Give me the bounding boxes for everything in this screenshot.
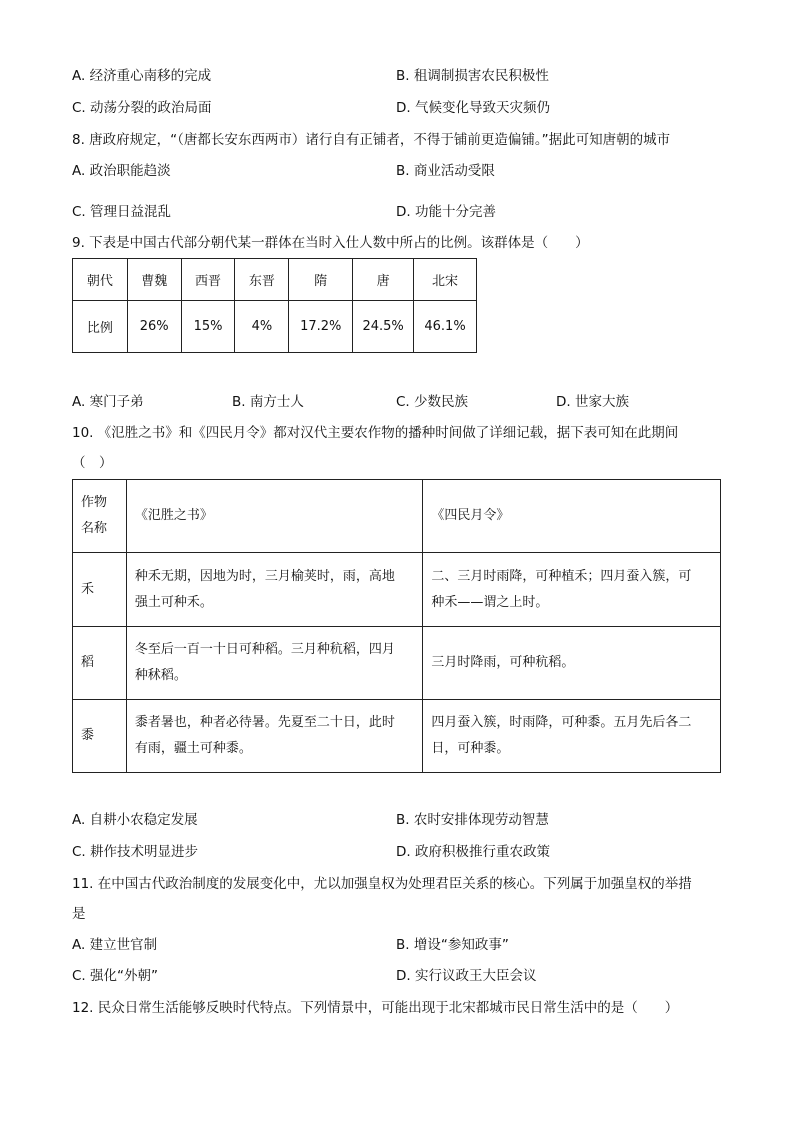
- q10-simin-cell: [423, 627, 721, 700]
- q8-stem: 8. 唐政府规定，“（唐都长安东西两市）诸行自有正铺者，不得于铺前更造偏铺。”据此可知唐朝的城市: [72, 132, 671, 148]
- q10-table-row: [73, 627, 721, 700]
- q10-cell-line: 冬至后一百一十日可种稻。三月种秔稻，四月: [134, 642, 395, 657]
- q10-fanshengzhi-cell: [126, 700, 423, 773]
- q10-header-crop: [73, 480, 127, 553]
- q11-option-a: A. 建立世官制: [72, 937, 158, 953]
- q11-option-c: C. 强化“外朝”: [72, 968, 158, 984]
- q10-option-d: D. 政府积极推行重农政策: [396, 844, 550, 860]
- q8-option-d: D. 功能十分完善: [396, 204, 496, 220]
- q7-option-b: B. 租调制损害农民积极性: [396, 68, 549, 84]
- q10-fanshengzhi-cell: [126, 627, 423, 700]
- q10-cell-line: 种禾——谓之上时。: [431, 594, 549, 610]
- q9-option-d: D. 世家大族: [556, 394, 629, 410]
- q9-table-header-row: [73, 259, 477, 301]
- q10-header-crop-line2: 名称: [81, 521, 108, 536]
- q9-header-cell: 朝代: [73, 259, 128, 301]
- q10-option-b: B. 农时安排体现劳动智慧: [396, 812, 549, 828]
- q9-option-a: A. 寒门子弟: [72, 394, 144, 410]
- q10-option-a: A. 自耕小农稳定发展: [72, 812, 198, 828]
- q11-stem-line1: 11. 在中国古代政治制度的发展变化中，尤以加强皇权为处理君臣关系的核心。下列属于加强皇权的举措: [72, 876, 692, 892]
- q10-cell-line: 种秫稻。: [134, 668, 187, 683]
- q10-cell-line: 黍者暑也，种者必待暑。先夏至二十日，此时: [134, 715, 395, 730]
- q9-table: [72, 258, 477, 353]
- q7-option-c: C. 动荡分裂的政治局面: [72, 100, 212, 116]
- q8-option-b: B. 商业活动受限: [396, 163, 495, 179]
- q9-data-cell: 17.2%: [289, 301, 353, 353]
- q9-option-b: B. 南方士人: [232, 394, 304, 410]
- q9-data-cell: 4%: [235, 301, 289, 353]
- q10-crop-cell: 黍: [73, 700, 127, 773]
- q9-header-cell: 唐: [353, 259, 414, 301]
- q9-header-cell: 曹魏: [127, 259, 181, 301]
- q9-table-data-row: [73, 301, 477, 353]
- q9-header-cell: 西晋: [181, 259, 235, 301]
- q10-cell-line: 强土可种禾。: [134, 594, 213, 610]
- q10-cell-line: 四月蚕入簇，时雨降，可种黍。五月先后各二: [431, 715, 692, 730]
- q10-header-crop-line1: 作物: [81, 495, 108, 510]
- q10-table-row: [73, 700, 721, 773]
- q8-option-a: A. 政治职能趋淡: [72, 163, 171, 179]
- q10-option-c: C. 耕作技术明显进步: [72, 844, 199, 860]
- q10-table-row: [73, 553, 721, 627]
- q9-data-cell: 46.1%: [414, 301, 477, 353]
- q9-option-c: C. 少数民族: [396, 394, 469, 410]
- q9-data-cell: 26%: [127, 301, 181, 353]
- q11-option-b: B. 增设“参知政事”: [396, 937, 509, 953]
- q10-header-simin: 《四民月令》: [423, 480, 721, 553]
- q10-cell-line: 有雨，疆土可种黍。: [134, 741, 252, 756]
- q9-header-cell: 隋: [289, 259, 353, 301]
- q11-stem-line2: 是: [72, 906, 86, 922]
- q11-option-d: D. 实行议政王大臣会议: [396, 968, 537, 984]
- q8-option-c: C. 管理日益混乱: [72, 204, 172, 220]
- q10-fanshengzhi-cell: [126, 553, 423, 627]
- q7-option-a: A. 经济重心南移的完成: [72, 68, 212, 84]
- q9-data-cell: 15%: [181, 301, 235, 353]
- q10-cell-line: 日，可种黍。: [431, 741, 510, 756]
- q9-data-cell: 24.5%: [353, 301, 414, 353]
- q9-header-cell: 东晋: [235, 259, 289, 301]
- q10-crop-cell: 稻: [73, 627, 127, 700]
- q10-cell-line: 二、三月时雨降，可种植禾；四月蚕入簇，可: [431, 568, 692, 584]
- q10-stem-line2: （ ）: [72, 455, 113, 471]
- q9-header-cell: 北宋: [414, 259, 477, 301]
- q12-stem: 12. 民众日常生活能够反映时代特点。下列情景中，可能出现于北宋都城市民日常生活中的是（ ）: [72, 1000, 679, 1016]
- q10-simin-cell: [423, 553, 721, 627]
- q9-stem: 9. 下表是中国古代部分朝代某一群体在当时入仕人数中所占的比例。该群体是（ ）: [72, 235, 589, 251]
- q10-header-fanshengzhi: 《氾胜之书》: [126, 480, 423, 553]
- q9-data-cell: 比例: [73, 301, 128, 353]
- q7-option-d: D. 气候变化导致天灾频仍: [396, 100, 550, 116]
- q10-simin-cell: [423, 700, 721, 773]
- q10-table: [72, 479, 721, 773]
- q10-table-header-row: [73, 480, 721, 553]
- q10-cell-line: 种禾无期，因地为时，三月榆荚时，雨，高地: [134, 568, 395, 584]
- q10-crop-cell: 禾: [73, 553, 127, 627]
- q10-cell-line: 三月时降雨，可种秔稻。: [431, 655, 575, 670]
- q10-stem-line1: 10. 《氾胜之书》和《四民月令》都对汉代主要农作物的播种时间做了详细记载，据下表可知在此期间: [72, 425, 679, 441]
